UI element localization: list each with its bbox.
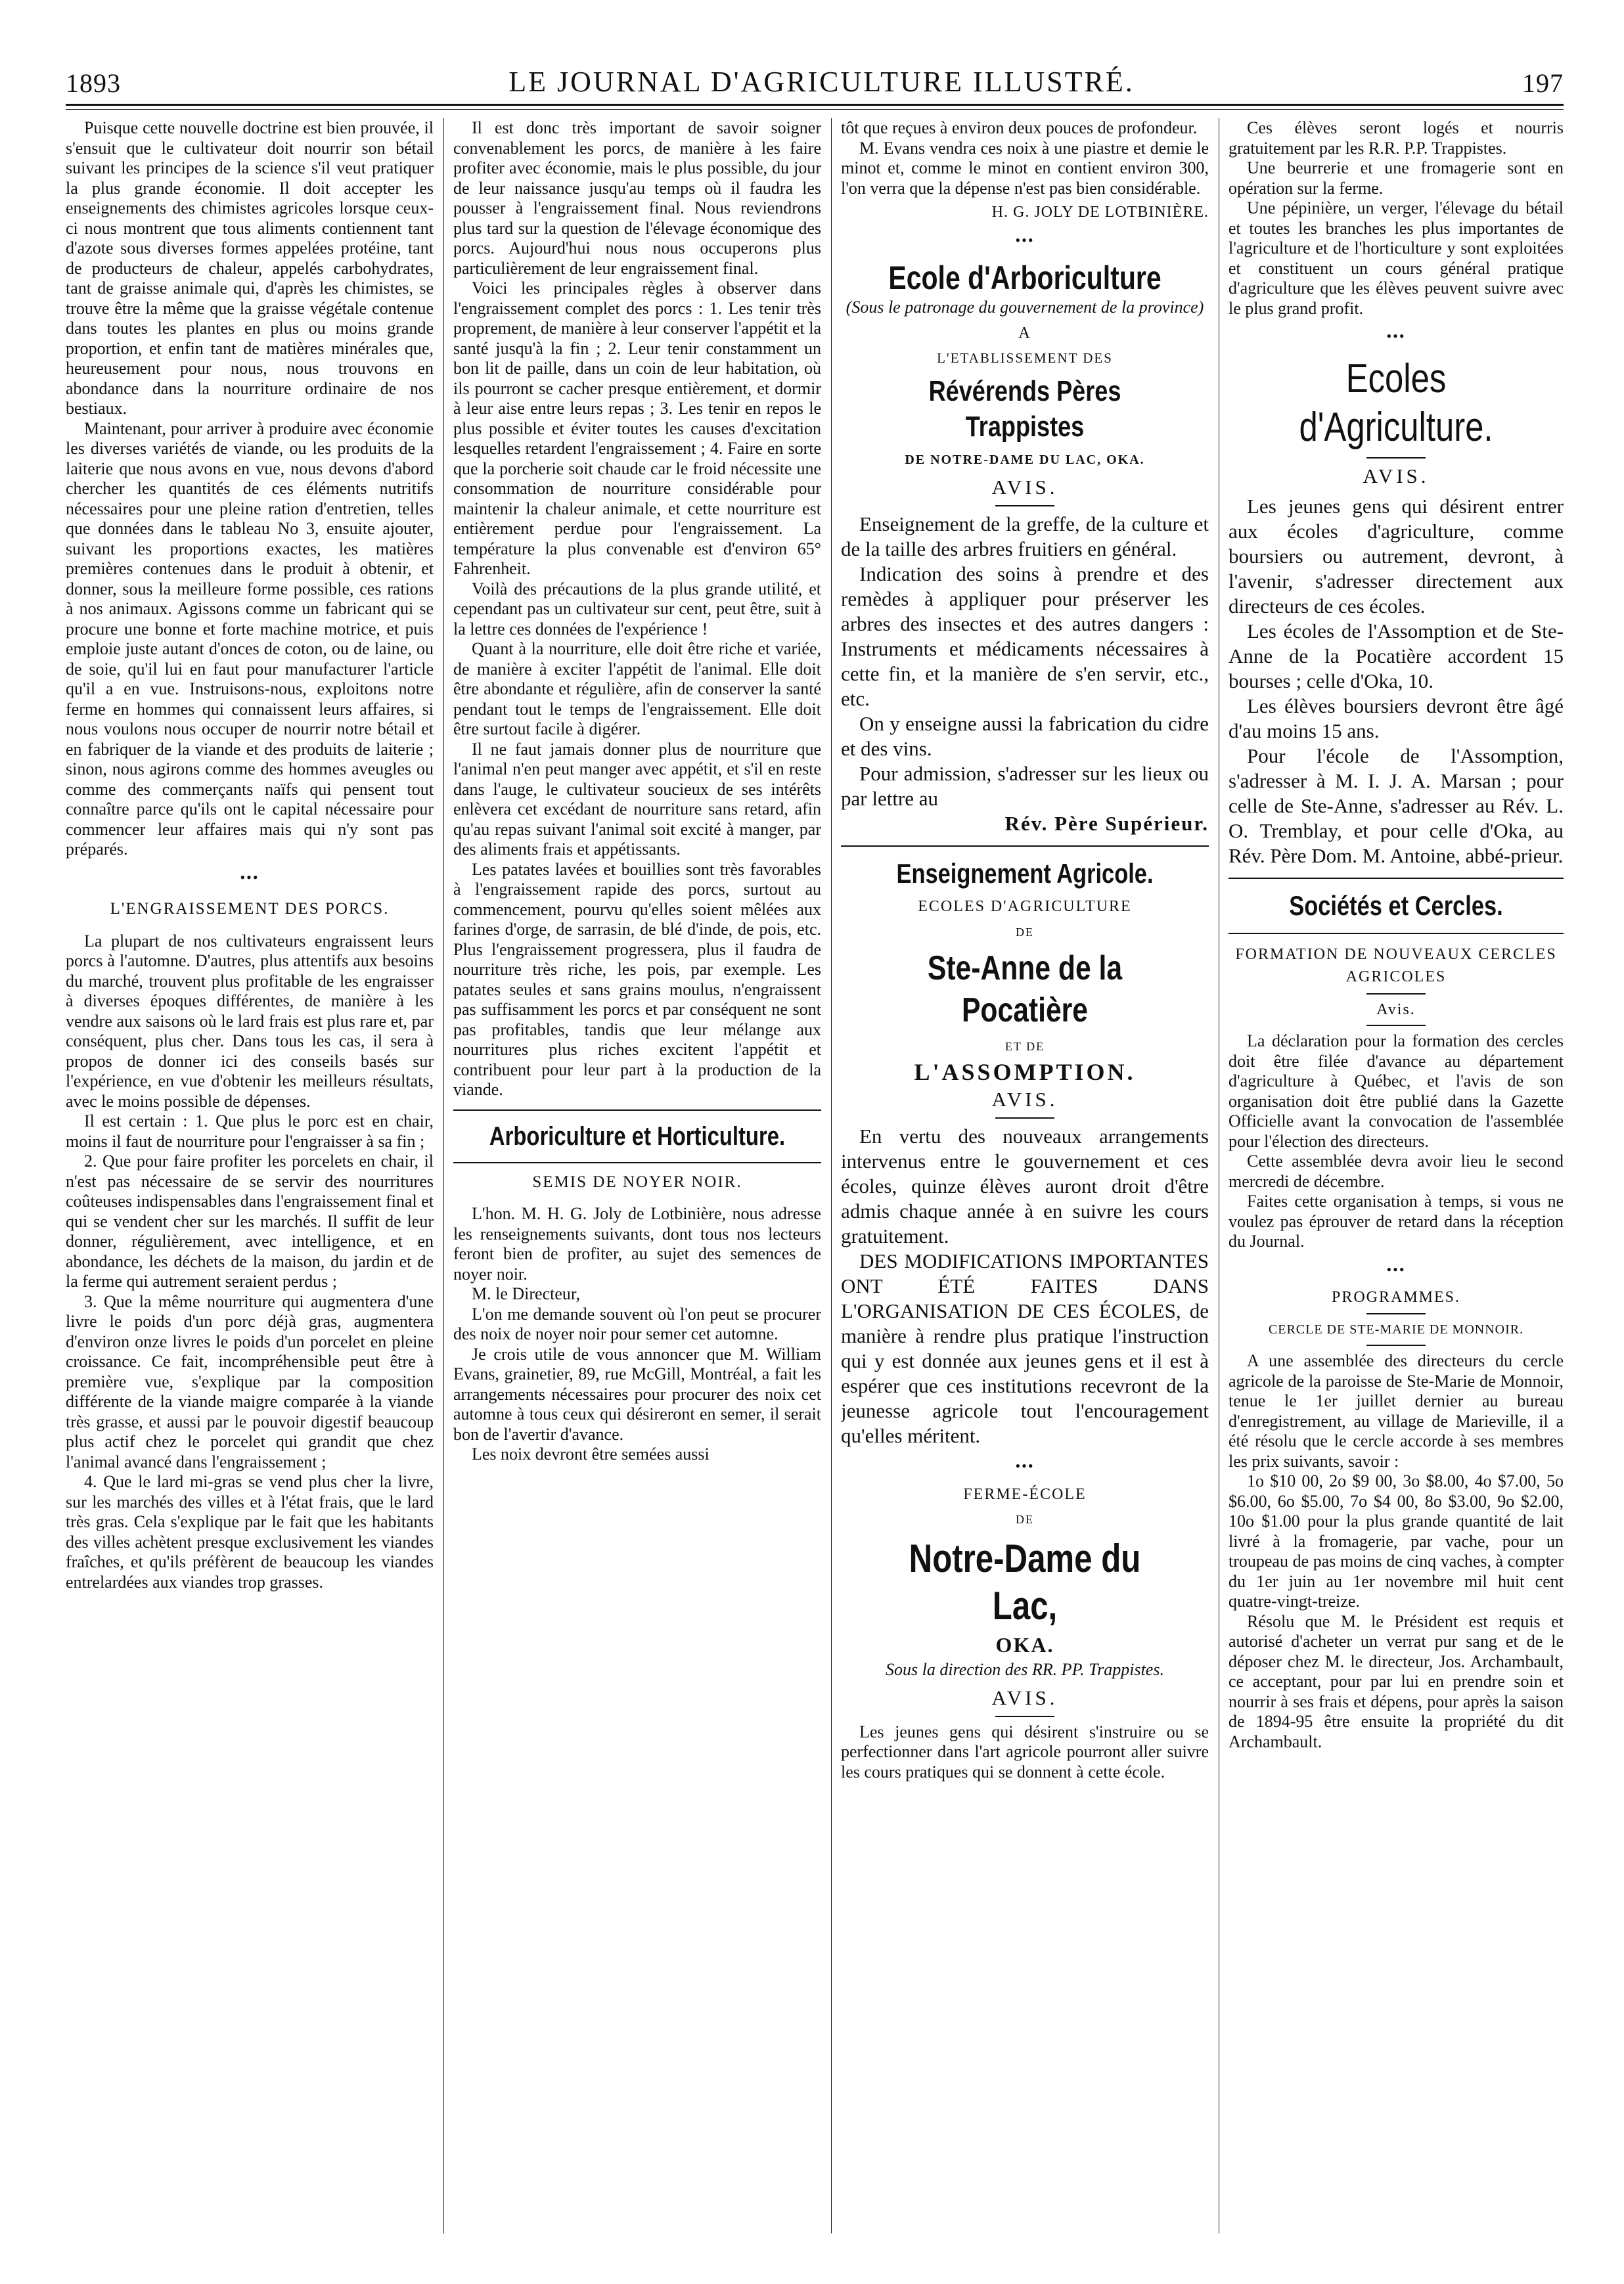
- paragraph: Indication des soins à prendre et des remèdes à appliquer pour préserver les arbres des insectes et des autres dangers : Instruments et médicaments nécessaires à cette fin, et la manière de s'en servir, etc., etc.: [841, 562, 1209, 710]
- label-a: A: [1018, 324, 1031, 342]
- heading-notre-dame-du-lac: Notre-Dame du Lac,: [909, 1536, 1141, 1628]
- label-ecoles-agriculture: ECOLES D'AGRICULTURE: [918, 898, 1132, 915]
- paragraph: Les élèves boursiers devront être âgé d'au moins 15 ans.: [1229, 694, 1564, 742]
- heading-ste-anne: Ste-Anne de la Pocatière: [927, 949, 1123, 1029]
- paragraph: Résolu que M. le Président est requis et autorisé d'acheter un verrat pur sang et de le déposer chez M. le directeur, Jos. Archambault, ce acceptant, pour par lui en prendre soin et nourrir à ses frais et dépens, pour après la saison de 1894-95 être ensuite la propriété du dit Archambault.: [1229, 1611, 1564, 1751]
- paragraph: Il est certain : 1. Que plus le porc est en chair, moins il faut de nourriture pour l'engraisser à sa fin ;: [66, 1111, 434, 1151]
- paragraph: Il est donc très important de savoir soigner convenablement les porcs, de manière à les faire profiter avec économie, mais le plus possible, du jour de leur naissance jusqu'au temps où il faudra les pousser à l'engraissement final. Nous reviendrons plus tard sur la question de l'élevage économique des porcs. Aujourd'hui nous nous occuperons plus particulièrement de leur engraissement final.: [453, 118, 821, 278]
- short-rule: [1366, 1025, 1426, 1026]
- label-de: DE: [1016, 1513, 1034, 1526]
- avis-label: Avis.: [1376, 1000, 1416, 1018]
- paragraph: La déclaration pour la formation des cercles doit être filée d'avance au département d'agriculture à Québec, et l'avis de son organisation doit être publié dans la Gazette Officielle avant la convocation de l'assemblée pour l'élection des directeurs.: [1229, 1031, 1564, 1151]
- journal-title: LE JOURNAL D'AGRICULTURE ILLUSTRÉ.: [508, 66, 1135, 98]
- heading-arboriculture-horticulture: Arboriculture et Horticulture.: [489, 1121, 786, 1151]
- section-rule: [453, 1162, 821, 1163]
- paragraph: Voici les principales règles à observer dans l'engraissement complet des porcs : 1. Les tenir très proprement, de manière à leur conserver l'appétit et la santé jusqu'à la fin ; 2. Leur tenir constamment un bon lit de paille, dans un coin de leur habitation, où ils pourront se cacher presque entièrement, et dormir à leur aise entre leurs repas ; 3. Les tenir en repos le plus possible et éviter toutes les causes d'excitation lesquelles retardent l'engraissement ; 4. Faire en sorte que la porcherie soit chaude car le froid nécessite une consommation de nourriture considérable pour maintenir la chaleur animale, et cette nourriture est entièrement perdue pour l'engraissement. La température la plus convenable est d'environ 65° Fahrenheit.: [453, 279, 821, 578]
- section-separator: •••: [1015, 1458, 1035, 1474]
- paragraph: Les noix devront être semées aussi: [472, 1444, 710, 1464]
- paragraph: On y enseigne aussi la fabrication du cidre et des vins.: [841, 712, 1209, 760]
- paragraph: Enseignement de la greffe, de la culture et de la taille des arbres fruitiers en général.: [841, 512, 1209, 560]
- heading-ecoles-agriculture: Ecoles d'Agriculture.: [1299, 355, 1493, 450]
- paragraph: 2. Que pour faire profiter les porcelets en chair, il n'est pas nécessaire de se servir des nourritures coûteuses indispensables dans l'engraissement final et qui se vendent cher sur les marchés. Il suffit de leur donner, régulièrement, avec intelligence, et en abondance, les déchets de la maison, du jardin et de la ferme qui autrement seraient perdus ;: [66, 1152, 434, 1291]
- label-etablissement: L'ETABLISSEMENT DES: [937, 350, 1113, 366]
- paragraph: La plupart de nos cultivateurs engraissent leurs porcs à l'automne. D'autres, plus attentifs aux besoins du marché, trouvent plus profitable de les engraisser à diverses époques différentes, de manière à les vendre aux saisons où le lard frais est plus rare et, par conséquent, plus cher. Dans tous les cas, il sera à propos de donner ici des conseils basés sur l'expérience, en vue d'obtenir les meilleurs résultats, avec le moins possible de dépenses.: [66, 931, 434, 1111]
- paragraph: A une assemblée des directeurs du cercle agricole de la paroisse de Ste-Marie de Monnoir, tenue le 1er juillet dernier au bureau d'enregistrement, au village de Marieville, il a été résolu que le cercle accorde à ses membres les prix suivants, savoir :: [1229, 1351, 1564, 1471]
- paragraph: 3. Que la même nourriture qui augmentera d'une livre le poids d'un porc déjà gras, augmentera d'environ onze livres le poids d'un porcelet en pleine croissance. Ce fait, incompréhensible peut être à première vue, s'explique par la composition différente de la viande maigre comparée à la viande très grasse, et aussi par le pouvoir digestif beaucoup plus actif chez le porcelet qui grandit que chez l'animal avancé dans l'engraissement ;: [66, 1291, 434, 1471]
- paragraph: Les patates lavées et bouillies sont très favorables à l'engraissement rapide des porcs, surtout au commencement, pourvu qu'elles soient mêlées aux farines d'orge, de sarrasin, de blé d'inde, de pois, etc. Plus l'engraissement progressera, plus il faudra de nourriture très riche, les pois, par exemple. Les patates seules et sans grains moulus, n'engraissent pas suffisamment les porcs et par conséquent ne sont pas profitables, tandis que leur mélange aux nourritures plus riches excitent l'appétit et contribuent pour leur part à la production de la viande.: [453, 859, 821, 1099]
- superior-name: Rév. Père Supérieur.: [1004, 812, 1209, 835]
- column-4: [1229, 118, 1564, 2233]
- short-rule: [1366, 993, 1426, 995]
- paragraph: Cette assemblée devra avoir lieu le second mercredi de décembre.: [1229, 1152, 1564, 1191]
- label-ferme-ecole: FERME-ÉCOLE: [963, 1485, 1087, 1503]
- paragraph: M. le Directeur,: [472, 1284, 581, 1303]
- avis-label: AVIS.: [991, 1686, 1058, 1709]
- heading-semis-noyer-noir: SEMIS DE NOYER NOIR.: [532, 1173, 742, 1191]
- heading-trappistes: Révérends Pères Trappistes: [928, 374, 1121, 443]
- column-divider: [443, 118, 444, 2233]
- page-number: 197: [1522, 68, 1564, 98]
- paragraph: Il ne faut jamais donner plus de nourriture que l'animal n'en peut manger avec appétit, et s'il en reste dans l'auge, le cultivateur soucieux de ses intérêts enlèvera cet excédant de nourriture sans retard, afin qu'au repas suivant l'animal soit excité à manger, par des aliments frais et appétissants.: [453, 739, 821, 859]
- heading-assomption: L'ASSOMPTION.: [914, 1058, 1136, 1085]
- label-de: DE: [1016, 925, 1034, 939]
- masthead: [66, 53, 1564, 99]
- location-oka: DE NOTRE-DAME DU LAC, OKA.: [905, 452, 1145, 467]
- paragraph: 1o $10 00, 2o $9 00, 3o $8.00, 4o $7.00, 5o $6.00, 6o $5.00, 7o $4 00, 8o $3.00, 9o $2.00, 10o $1.00 pour la plus grande quantité de lait livré à la fromagerie, par vache, pour un troupeau de pas moins de cinq vaches, à compter du 1er juin au 1er novembre mil huit cent quatre-vingt-treize.: [1229, 1471, 1564, 1611]
- paragraph: Voilà des précautions de la plus grande utilité, et cependant pas un cultivateur sur cent, peut être, suit à la lettre ces données de l'expérience !: [453, 579, 821, 638]
- heading-enseignement-agricole: Enseignement Agricole.: [896, 858, 1154, 889]
- section-rule: [841, 845, 1209, 847]
- heading-engraissement-porcs: L'ENGRAISSEMENT DES PORCS.: [110, 900, 390, 918]
- short-rule: [1366, 1313, 1426, 1314]
- paragraph: tôt que reçues à environ deux pouces de profondeur.: [841, 118, 1198, 137]
- paragraph: Une pépinière, un verger, l'élevage du bétail et toutes les branches les plus importantes de l'agriculture et de l'horticulture y sont exploitées et constituent un cours général pratique d'agriculture que les élèves peuvent suivre avec le plus grand profit.: [1229, 198, 1564, 318]
- section-separator: •••: [1386, 1261, 1406, 1278]
- short-rule: [995, 505, 1054, 506]
- heading-ecole-arboriculture: Ecole d'Arboriculture: [888, 259, 1162, 296]
- section-separator: •••: [1015, 231, 1035, 248]
- masthead-rule-thin: [66, 109, 1564, 110]
- section-separator: •••: [1386, 328, 1406, 344]
- paragraph: Maintenant, pour arriver à produire avec économie les diverses variétés de viande, ou les produits de la laiterie que nous avons en vue, nous devons d'abord chercher les quantités de ces éléments nutritifs nécessaires pour une pleine ration d'entretien, telles que données dans le tableau No 3, ensuite ajouter, suivant les proportions exactes, les matières premières contenues dans le produit à obtenir, et donner, sous la meilleure forme possible, ces rations à nos animaux. Agissons comme un fabricant qui se procure une bonne et forte machine motrice, et puis emploie juste autant d'onces de coton, ou de laine, ou de soie, qu'il lui en faut pour manufacturer l'article qu'il a en vue. Instruisons-nous, exploitons notre ferme en hommes qui connaissent leurs affaires, si nous voulons nous occuper de nourrir notre bétail et en fabriquer de la viande et des produits de laiterie ; sinon, nous agirons comme des hommes aveugles ou comme des commerçants naïfs qui pensent tout connaître parce qu'ils ont le capital nécessaire pour commencer leur affaires mais qui n'y sont pas préparés.: [66, 418, 434, 859]
- column-divider: [831, 118, 832, 2233]
- paragraph: Les écoles de l'Assomption et de Ste-Anne de la Pocatière accordent 15 bourses ; celle d'Oka, 10.: [1229, 619, 1564, 692]
- paragraph: Les jeunes gens qui désirent entrer aux écoles d'agriculture, comme boursiers ou autrement, devront, à l'avenir, s'adresser directement aux directeurs de ces écoles.: [1229, 494, 1564, 617]
- short-rule: [1366, 1345, 1426, 1346]
- short-rule: [995, 1716, 1054, 1717]
- section-rule: [1229, 878, 1564, 879]
- paragraph: L'on me demande souvent où l'on peut se procurer des noix de noyer noir pour semer cet automne.: [453, 1304, 821, 1343]
- avis-label: AVIS.: [991, 1088, 1058, 1111]
- signature: H. G. JOLY DE LOTBINIÈRE.: [991, 204, 1209, 221]
- avis-label: AVIS.: [991, 476, 1058, 499]
- short-rule: [1366, 457, 1426, 459]
- short-rule: [995, 1117, 1054, 1119]
- paragraph: Quant à la nourriture, elle doit être riche et variée, de manière à exciter l'appétit de l'animal. Elle doit être abondante et régulière, afin de conserver la santé pendant tout le temps de l'engraissement. Elle doit être surtout facile à digérer.: [453, 639, 821, 738]
- heading-cercle-ste-marie: CERCLE DE STE-MARIE DE MONNOIR.: [1268, 1322, 1524, 1337]
- paragraph: L'hon. M. H. G. Joly de Lotbinière, nous adresse les renseignements suivants, dont tous nos lecteurs feront bien de profiter, au sujet des semences de noyer noir.: [453, 1204, 821, 1284]
- heading-formation-cercles: FORMATION DE NOUVEAUX CERCLES AGRICOLES: [1235, 945, 1557, 985]
- section-rule: [1229, 933, 1564, 934]
- newspaper-page: [66, 53, 1564, 2240]
- heading-societes-cercles: Sociétés et Cercles.: [1289, 889, 1503, 921]
- paragraph: Ces élèves seront logés et nourris gratuitement par les R.R. P.P. Trappistes.: [1229, 118, 1564, 158]
- paragraph: Pour admission, s'adresser sur les lieux ou par lettre au: [841, 762, 1209, 810]
- patronage-note: (Sous le patronage du gouvernement de la province): [846, 298, 1204, 317]
- section-separator: •••: [240, 868, 259, 885]
- paragraph: DES MODIFICATIONS IMPORTANTES ONT ÉTÉ FAITES DANS L'ORGANISATION DE CES ÉCOLES, de manière à rendre plus pratique l'instruction qui y est donnée aux jeunes gens et il est à espérer que ces institutions recevront de la jeunesse agricole tout l'encouragement qu'elles méritent.: [841, 1249, 1209, 1447]
- heading-programmes: PROGRAMMES.: [1331, 1289, 1461, 1306]
- section-rule: [453, 1109, 821, 1111]
- label-et-de: ET DE: [1004, 1040, 1045, 1053]
- column-2: [453, 118, 821, 2233]
- masthead-rule: [66, 104, 1564, 106]
- avis-label: AVIS.: [1363, 464, 1430, 487]
- header-year: 1893: [66, 68, 121, 98]
- paragraph: En vertu des nouveaux arrangements intervenus entre le gouvernement et ces écoles, quinze élèves auront droit d'être admis chaque année à en suivre les cours gratuitement.: [841, 1125, 1209, 1247]
- paragraph: Puisque cette nouvelle doctrine est bien prouvée, il s'ensuit que le cultivateur doit nourrir son bétail suivant les principes de la science s'il veut pratiquer la plus grande économie. Il doit accepter les enseignements des chimistes agricoles lorsque ceux-ci nous montrent que tous aliments contiennent tant d'azote sous diverses formes appelées protéine, tant de producteurs de chaleur, appelés carbohydrates, tant de graisse animale qui, d'après les chimistes, se trouve être la même que la graisse végétale contenue dans toutes les plantes en plus ou moins grande proportion, et enfin tant de matières minérales que, heureusement pour nous, nous trouvons en abondance dans la nourriture ordinaire de nos bestiaux.: [66, 118, 434, 418]
- paragraph: Je crois utile de vous annoncer que M. William Evans, grainetier, 89, rue McGill, Montréal, a fait les arrangements nécessaires pour procurer des noix cet automne à tous ceux qui désireront en semer, il serait bon de l'avertir d'avance.: [453, 1344, 821, 1444]
- direction-note: Sous la direction des RR. PP. Trappistes.: [886, 1660, 1164, 1679]
- heading-oka: OKA.: [995, 1632, 1054, 1657]
- column-3: [841, 118, 1209, 2233]
- column-1: [66, 118, 434, 2233]
- paragraph: Pour l'école de l'Assomption, s'adresser à M. I. J. A. Marsan ; pour celle de Ste-Anne, s'adresser au Rév. L. O. Tremblay, et pour celle d'Oka, au Rév. Père Dom. M. Antoine, abbé-prieur.: [1229, 744, 1564, 867]
- paragraph: Faites cette organisation à temps, si vous ne voulez pas éprouver de retard dans la réception du Journal.: [1229, 1192, 1564, 1251]
- paragraph: 4. Que le lard mi-gras se vend plus cher la livre, sur les marchés des villes et à l'état frais, que le lard très gras. Cela s'explique par le fait que les habitants des villes achètent presque exclusivement les viandes fraîches, et qu'ils préfèrent de beaucoup les viandes entrelardées aux viandes trop grasses.: [66, 1472, 434, 1592]
- paragraph: Les jeunes gens qui désirent s'instruire ou se perfectionner dans l'art agricole pourront aller suivre les cours pratiques qui se donnent à cette école.: [841, 1722, 1209, 1781]
- paragraph: Une beurrerie et une fromagerie sont en opération sur la ferme.: [1229, 158, 1564, 198]
- paragraph: M. Evans vendra ces noix à une piastre et demie le minot et, comme le minot en contient environ 300, l'on verra que la dépense n'est pas bien considérable.: [841, 138, 1209, 198]
